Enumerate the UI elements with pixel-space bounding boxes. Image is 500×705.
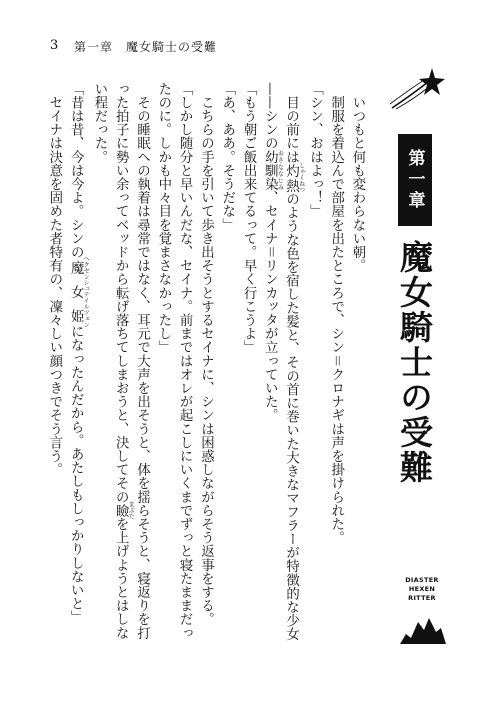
series-logo-line-1: DIASTER — [405, 576, 439, 584]
series-logo-line-2: HEXEN — [408, 585, 436, 593]
body-text — [44, 82, 368, 652]
chapter-heading — [388, 62, 474, 522]
paragraph-2: 制服を着込んで部屋を出たところで、シン＝クロナギは声を掛けられた。 — [328, 95, 344, 545]
paragraph-3: 「シン、おはよっ！」 — [307, 82, 323, 218]
chapter-label: 第一章 — [398, 134, 432, 226]
paragraph-9: その睡眠への執着は尋常ではなく、耳元で大声を出そうと、体を揺らそうと、寝返りを打った拍子に勢い余ってベッドから転げ落ちてしまおうと、決してその瞼 まぶたを上げようとはしない程だった。 — [91, 82, 150, 640]
paragraph-4: 目の前には灼熱 しゃくねつのような色を宿した髪と、その首に巻いた大きなマフラーが特徴的な少女——シンの幼馴染 おさななじみ、セイナ＝リンカッタが立っていた。 — [262, 82, 305, 642]
ruby-mabuta: 瞼 まぶた — [113, 501, 135, 520]
paragraph-7: こちらの手を引いて歩き出そうとするセイナに、シンは困惑しながらそう返事をする。 — [198, 95, 214, 627]
ruby-shakunetsu: 灼熱 しゃくねつ — [283, 162, 305, 193]
chapter-title: 魔女騎士の受難 — [395, 240, 434, 485]
paragraph-11: セイナは決意を固めた者特有の、凜々しい顔つきでそう言う。 — [46, 95, 62, 477]
paragraph-10: 「昔は昔、今は今よ。シンの魔女姫 ヘクセンシュテイルツェンになったんだから。あたしもしっかりしないと」 — [68, 82, 90, 624]
paragraph-6: 「あ、ああ。そうだな」 — [219, 82, 235, 232]
paragraph-1: いつもと何も変わらない朝。 — [350, 95, 365, 273]
running-head: 第一章 魔女騎士の受難 — [74, 40, 218, 54]
page-number: 3 — [50, 38, 59, 53]
shooting-star-icon — [388, 62, 448, 112]
paragraph-8: 「しかし随分と早いんだな、セイナ。前まではオレが起こしにいくまでずっと寝たままだったのに。しかも中々目を覚まさなかったし」 — [155, 82, 193, 640]
ruby-hexenstiltzen: 魔女姫 ヘクセンシュテイルツェン — [68, 255, 90, 328]
series-logo-text — [396, 576, 448, 603]
series-logo-line-3: RITTER — [408, 594, 436, 602]
paragraph-5: 「もう朝ご飯出来てるって。早く行こうよ」 — [241, 82, 257, 354]
mountain-silhouette-icon — [400, 614, 446, 644]
ruby-osananajimi: 幼馴染 おさななじみ — [262, 149, 284, 191]
